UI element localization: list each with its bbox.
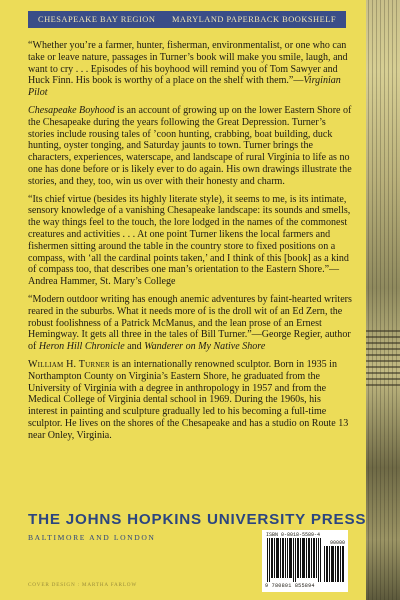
blurb-regier-text: “Modern outdoor writing has enough anemic adventures by faint-hearted writers reared in the suburbs. What it needs more of is the droll wit of an Ed Zern, the robust foolishness of a Patrick McManus, and the lean prose of an Ernest Hemingway. It gets all three in the tales of Bill Turner.”—George Regier, author of (28, 293, 352, 353)
blurb-hammer: “Its chief virtue (besides its highly literate style), it seems to me, is its intimate, sensory knowledge of a vanishing Chesapeake landscape: its sounds and smells, the way things feel to the touch, the lore lodged in the names of the commonest creatures and activities . . . At one point Turner likens the local farmers and fishermen sitting around the table in the country store to fixed positions on a compass, with ‘all the cardinal points taken,’ and I think of this [book] as a kind of compass too, that describes one man’s orientation to the Eastern Shore.”—Andrea Hammer, St. Mary’s College (28, 193, 351, 288)
regier-and: and (124, 341, 145, 353)
barcode-icon (267, 538, 321, 582)
description-text: is an account of growing up on the lower Eastern Shore of the Chesapeake during the years following the Great Depression. Turner’s stories include rousing tales of ’coon hunting, crabbing, boat building, duck hunting, oyster tonging, and Saturday jaunts to town. Turner brings the characters, experiences, waterscape, and landscape of rural Virginia to life as no one has done before or is likely ever to do again. His own drawings illustrate the stories, and they, too, win us over with their honesty and charm. (28, 104, 352, 187)
regier-book-2: Wanderer on My Native Shore (144, 341, 266, 353)
regier-book-1: Heron Hill Chronicle (38, 341, 125, 353)
ean-number: 9 780801 855894 (265, 583, 315, 589)
publisher-name: THE JOHNS HOPKINS UNIVERSITY PRESS (28, 511, 367, 528)
publisher-city: BALTIMORE AND LONDON (28, 533, 156, 542)
book-description (28, 105, 352, 188)
book-title: Chesapeake Boyhood (28, 104, 115, 116)
author-bio-text: is an internationally renowned sculptor. Born in 1935 in Northampton County on Virginia’s Eastern Shore, he graduated from the University of Virginia with a degree in anthropology in 1957 and from the Medical College of Virginia dental school in 1969. During the 1960s, his interest in painting and sculpture gradually led to his becoming a full-time sculptor. He lives on the shores of the Chesapeake and has a studio on Route 13 near Onley, Virginia. (28, 358, 349, 441)
author-bio (28, 359, 352, 442)
price-barcode-icon (324, 546, 344, 582)
blurb-regier (28, 294, 352, 353)
price-code: 90000 (329, 540, 345, 546)
series-region-label: CHESAPEAKE BAY REGION (38, 15, 156, 24)
blurb-source: Virginian Pilot (28, 75, 341, 99)
blurb-virginian-pilot (28, 40, 352, 99)
blurb-quote: “Whether you’re a farmer, hunter, fisherman, environmentalist, or one who can take or leave nature, passages in Turner’s book will make you smile, laugh, and want to cry . . . Episodes of his boyhood will remind you of Tom Sawyer and Huck Finn. His book is worthy of a place on the shelf with them.”— (28, 40, 348, 87)
cover-design-credit: COVER DESIGN : MARTHA FARLOW (28, 582, 138, 588)
series-header-bar (28, 11, 346, 28)
barcode-block (262, 530, 348, 592)
back-cover-text (28, 40, 352, 448)
series-bookshelf-label: MARYLAND PAPERBACK BOOKSHELF (171, 15, 336, 24)
isbn-label: ISBN 0-8018-5589-4 (266, 532, 321, 538)
author-name: William H. Turner (28, 358, 110, 370)
marsh-photo-strip (366, 0, 400, 600)
